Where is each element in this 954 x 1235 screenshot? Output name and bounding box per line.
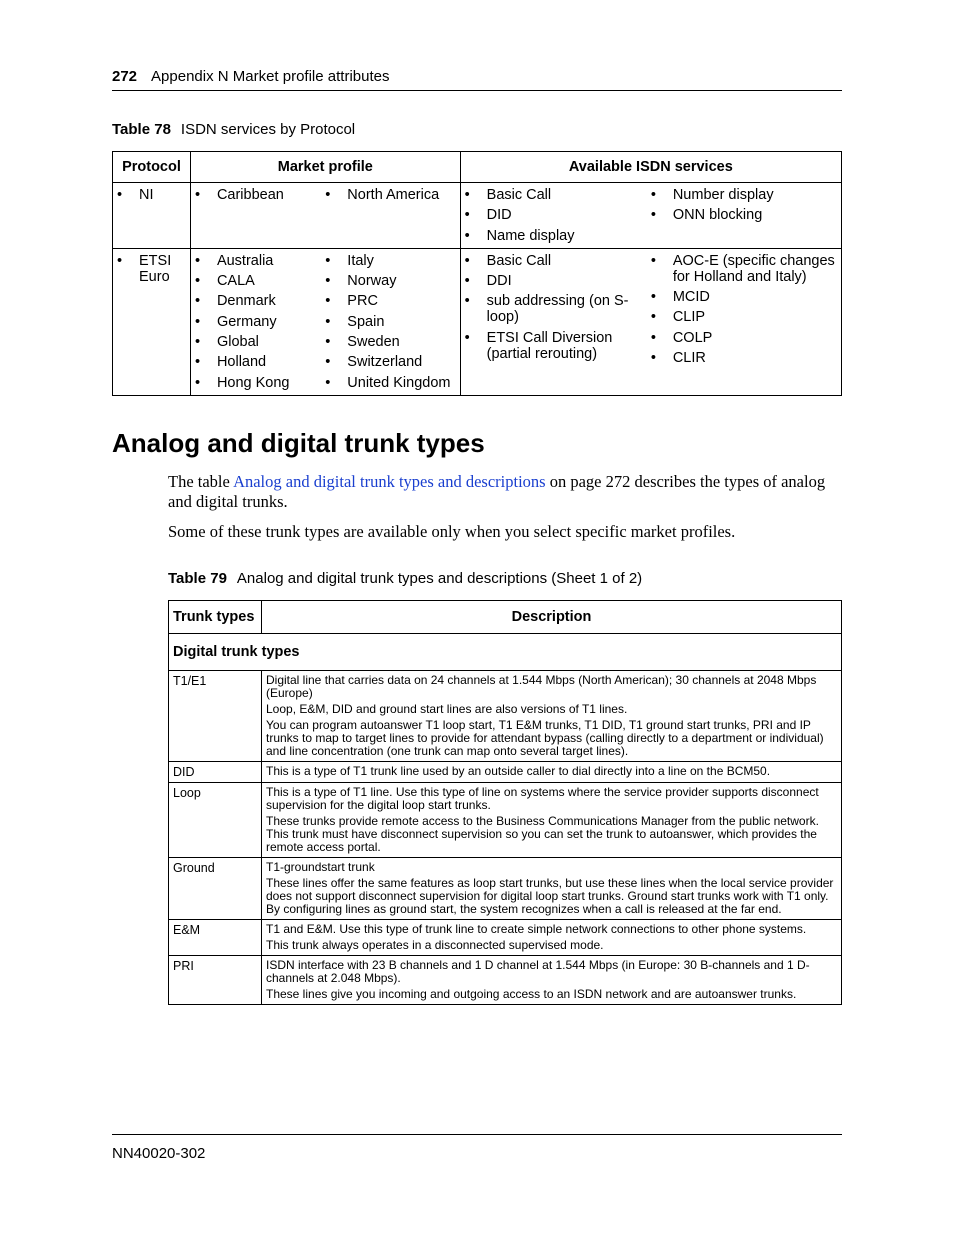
header-market-profile: Market profile [190, 152, 460, 183]
trunk-type-cell: Ground [169, 858, 262, 920]
trunk-type-cell: Loop [169, 783, 262, 858]
description-text: This is a type of T1 line. Use this type of line on systems where the service provider supports disconnect supervision for the digital loop start trunks. [266, 785, 819, 812]
list-item: • ETSI Euro [117, 253, 186, 285]
header-trunk-types: Trunk types [169, 601, 262, 634]
trunk-type-cell: PRI [169, 956, 262, 1005]
protocol-list [117, 187, 186, 203]
market-list [195, 253, 325, 395]
description-text: This trunk always operates in a disconnected supervised mode. [266, 938, 604, 952]
list-item: • Basic Call [465, 253, 651, 269]
list-item: • CLIR [651, 350, 837, 366]
page-number: 272 [112, 68, 138, 85]
trunk-types-table [168, 600, 842, 1005]
isdn-services-cell [460, 248, 841, 395]
document-id: NN40020-302 [112, 1145, 206, 1162]
table-header-row [169, 601, 842, 634]
list-item: • sub addressing (on S-loop) [465, 293, 651, 325]
table-header-row [113, 152, 842, 183]
market-profile-cell [190, 248, 460, 395]
table79-title: Analog and digital trunk types and descriptions (Sheet 1 of 2) [236, 570, 643, 587]
intro-paragraph [168, 472, 840, 512]
table78-title: ISDN services by Protocol [180, 121, 356, 138]
description-text: T1 and E&M. Use this type of trunk line to create simple network connections to other phone systems. [266, 922, 807, 936]
list-item: • Norway [325, 273, 455, 289]
list-item: • ETSI Call Diversion (partial rerouting) [465, 330, 651, 362]
table-row [113, 248, 842, 395]
digital-trunk-types-label: Digital trunk types [169, 634, 842, 671]
description-cell [262, 920, 842, 956]
table78-label: Table 78 [112, 121, 171, 138]
list-item: • Spain [325, 314, 455, 330]
market-list [325, 253, 455, 395]
market-profile-cell [190, 183, 460, 249]
page-header [112, 68, 842, 91]
header-isdn-services: Available ISDN services [460, 152, 841, 183]
protocol-list [117, 253, 186, 285]
list-item: • Denmark [195, 293, 325, 309]
description-text: These lines offer the same features as loop start trunks, but use these lines when the local service provider does not support disconnect supervision for digital loop start trunks. Ground start trunks work with T1 only. By configuring lines as ground start, the system recognizes when a call is released at the far end. [266, 876, 834, 916]
description-cell [262, 858, 842, 920]
list-item: • DID [465, 207, 651, 223]
list-item: • Sweden [325, 334, 455, 350]
description-text: These lines give you incoming and outgoing access to an ISDN network and are autoanswer trunks. [266, 987, 797, 1001]
isdn-services-cell [460, 183, 841, 249]
table79-label: Table 79 [168, 570, 227, 587]
list-item: • Number display [651, 187, 837, 203]
trunk-type-cell: E&M [169, 920, 262, 956]
list-item: • Basic Call [465, 187, 651, 203]
services-list [651, 187, 837, 248]
description-cell [262, 956, 842, 1005]
trunk-type-cell: DID [169, 762, 262, 783]
list-item: • Global [195, 334, 325, 350]
list-item: • PRC [325, 293, 455, 309]
list-item: • Italy [325, 253, 455, 269]
list-item: • United Kingdom [325, 375, 455, 391]
list-item: • CLIP [651, 309, 837, 325]
para-text: on page 272 describes the types of analog and digital trunks. [168, 472, 826, 511]
header-title: Appendix N Market profile attributes [151, 68, 390, 85]
list-item: • COLP [651, 330, 837, 346]
list-item: • CALA [195, 273, 325, 289]
list-item: • Name display [465, 228, 651, 244]
services-list [465, 187, 651, 248]
list-item: • Hong Kong [195, 375, 325, 391]
services-list [465, 253, 651, 370]
services-list [651, 253, 837, 370]
description-text: You can program autoanswer T1 loop start, T1 E&M trunks, T1 DID, T1 ground start trunks, PRI and IP trunks to map to target lines to provide for attendant bypass (calling directly to a department or individual) and line concentration (one trunk can map onto several target lines). [266, 718, 824, 758]
description-cell [262, 783, 842, 858]
market-note-paragraph: Some of these trunk types are available only when you select specific market profiles. [168, 522, 736, 541]
table79-caption [168, 570, 642, 587]
description-text: This is a type of T1 trunk line used by an outside caller to dial directly into a line on the BCM50. [266, 764, 771, 778]
table-link[interactable]: Analog and digital trunk types and descriptions [233, 472, 546, 491]
list-item: • NI [117, 187, 186, 203]
trunk-type-cell: T1/E1 [169, 671, 262, 762]
isdn-services-table [112, 151, 842, 396]
table-row [113, 183, 842, 249]
description-text: T1-groundstart trunk [266, 860, 375, 874]
table-row [169, 858, 842, 920]
description-cell [262, 762, 842, 783]
market-list [195, 187, 325, 207]
page-footer [112, 1134, 842, 1162]
description-text: Loop, E&M, DID and ground start lines are also versions of T1 lines. [266, 702, 628, 716]
table-row [169, 783, 842, 858]
header-protocol: Protocol [113, 152, 191, 183]
protocol-cell [113, 248, 191, 395]
section-row [169, 634, 842, 671]
description-text: ISDN interface with 23 B channels and 1 D channel at 1.544 Mbps (in Europe: 30 B-channels and 1 D-channels at 2.048 Mbps). [266, 958, 810, 985]
list-item: • North America [325, 187, 455, 203]
table-row [169, 671, 842, 762]
list-item: • AOC-E (specific changes for Holland and Italy) [651, 253, 837, 285]
header-description: Description [262, 601, 842, 634]
list-item: • ONN blocking [651, 207, 837, 223]
list-item: • Caribbean [195, 187, 325, 203]
description-cell [262, 671, 842, 762]
list-item: • Australia [195, 253, 325, 269]
para-text: The table [168, 472, 234, 491]
list-item: • Holland [195, 354, 325, 370]
list-item: • MCID [651, 289, 837, 305]
table-row [169, 920, 842, 956]
list-item: • Germany [195, 314, 325, 330]
protocol-cell [113, 183, 191, 249]
table-row [169, 762, 842, 783]
list-item: • DDI [465, 273, 651, 289]
description-text: Digital line that carries data on 24 channels at 1.544 Mbps (North American); 30 channels at 2048 Mbps (Europe) [266, 673, 817, 700]
list-item: • Switzerland [325, 354, 455, 370]
section-heading: Analog and digital trunk types [112, 428, 485, 458]
description-text: These trunks provide remote access to the Business Communications Manager from the public network. This trunk must have disconnect supervision so you can set the trunk to autoanswer, which provides the remote access portal. [266, 814, 819, 854]
table-row [169, 956, 842, 1005]
market-list [325, 187, 455, 207]
table78-caption [112, 121, 355, 138]
